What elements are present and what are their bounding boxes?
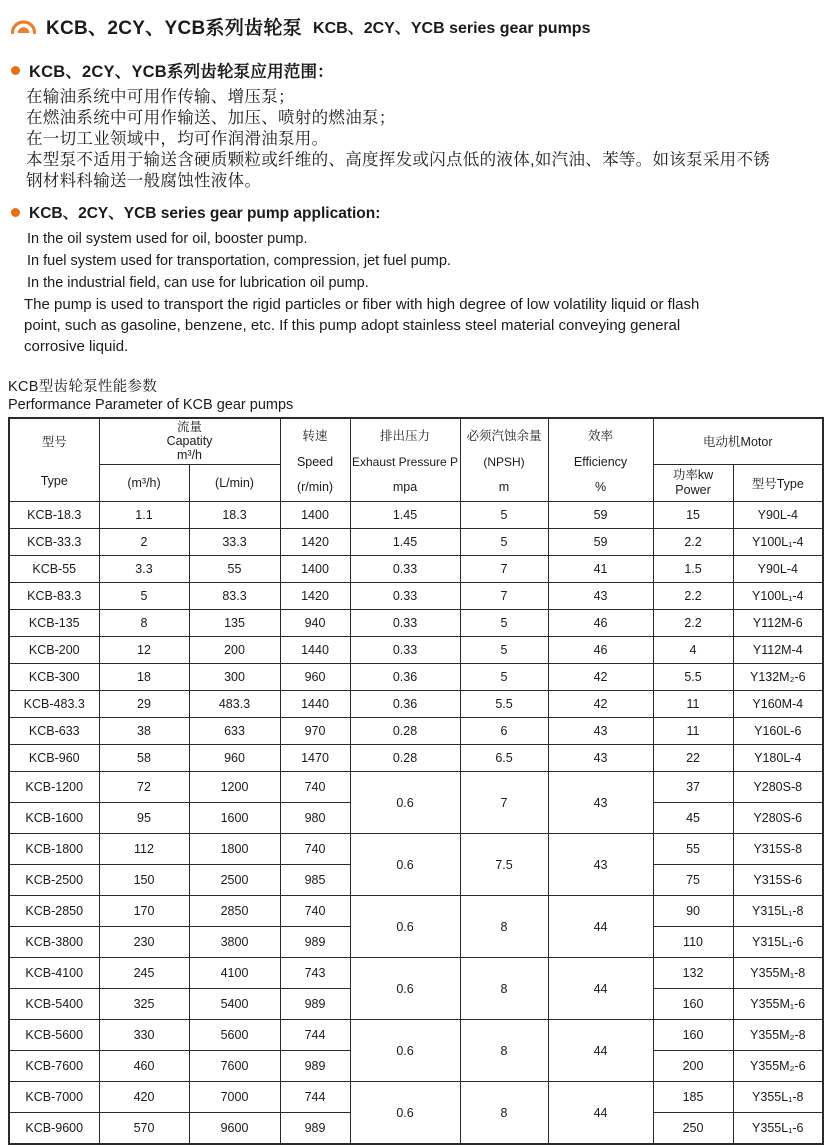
npsh: 8 xyxy=(460,958,548,1020)
page-title-row xyxy=(8,13,822,40)
motor-type: Y90L-4 xyxy=(733,556,823,583)
npsh: 5 xyxy=(460,529,548,556)
speed: 1420 xyxy=(280,583,350,610)
capacity-m3h: 29 xyxy=(99,691,189,718)
text-line: In the oil system used for oil, booster pump. xyxy=(27,231,308,247)
capacity-lmin: 5400 xyxy=(189,989,280,1020)
efficiency: 42 xyxy=(548,664,653,691)
efficiency: 59 xyxy=(548,529,653,556)
pump-type: KCB-1200 xyxy=(9,772,99,803)
motor-power: 15 xyxy=(653,502,733,529)
capacity-m3h: 245 xyxy=(99,958,189,989)
col-header-npsh xyxy=(460,418,548,502)
speed: 960 xyxy=(280,664,350,691)
motor-power: 22 xyxy=(653,745,733,772)
motor-power: 110 xyxy=(653,927,733,958)
pump-type: KCB-5400 xyxy=(9,989,99,1020)
npsh: 6.5 xyxy=(460,745,548,772)
text-line: 钢材料科输送一般腐蚀性液体。 xyxy=(26,172,262,190)
table-caption-en: Performance Parameter of KCB gear pumps xyxy=(8,397,294,413)
text-line: 在一切工业领域中，均可作润滑油泵用。 xyxy=(26,130,329,148)
speed: 980 xyxy=(280,803,350,834)
capacity-lmin: 1600 xyxy=(189,803,280,834)
capacity-lmin: 960 xyxy=(189,745,280,772)
col-header-capacity xyxy=(99,418,280,464)
motor-power: 250 xyxy=(653,1113,733,1145)
text-line: In fuel system used for transportation, compression, jet fuel pump. xyxy=(27,253,451,269)
performance-table xyxy=(8,417,824,1145)
exhaust-pressure: 0.33 xyxy=(350,610,460,637)
col-header-npsh-en: (NPSH) xyxy=(483,454,525,469)
efficiency: 42 xyxy=(548,691,653,718)
capacity-lmin: 5600 xyxy=(189,1020,280,1051)
motor-power: 1.5 xyxy=(653,556,733,583)
npsh: 5 xyxy=(460,502,548,529)
pump-arc-logo-icon xyxy=(10,17,37,36)
motor-type: Y112M-6 xyxy=(733,610,823,637)
motor-type: Y355L₁-8 xyxy=(733,1082,823,1113)
speed: 989 xyxy=(280,1113,350,1145)
col-header-capacity-unit: m³/h xyxy=(177,448,202,463)
npsh: 5.5 xyxy=(460,691,548,718)
efficiency: 44 xyxy=(548,896,653,958)
capacity-m3h: 112 xyxy=(99,834,189,865)
table-row xyxy=(9,664,823,691)
npsh: 7 xyxy=(460,556,548,583)
capacity-m3h: 460 xyxy=(99,1051,189,1082)
pump-type: KCB-960 xyxy=(9,745,99,772)
exhaust-pressure: 0.33 xyxy=(350,583,460,610)
capacity-lmin: 1200 xyxy=(189,772,280,803)
text-line: In the industrial field, can use for lubrication oil pump. xyxy=(27,275,369,291)
pump-type: KCB-633 xyxy=(9,718,99,745)
capacity-m3h: 5 xyxy=(99,583,189,610)
motor-type: Y100L₁-4 xyxy=(733,583,823,610)
section-heading-en xyxy=(8,201,822,223)
npsh: 8 xyxy=(460,1020,548,1082)
motor-power: 75 xyxy=(653,865,733,896)
table-row xyxy=(9,772,823,803)
col-header-m3h xyxy=(99,464,189,501)
table-row xyxy=(9,502,823,529)
section-en-body xyxy=(8,228,822,357)
speed: 743 xyxy=(280,958,350,989)
capacity-m3h: 18 xyxy=(99,664,189,691)
exhaust-pressure: 0.28 xyxy=(350,745,460,772)
motor-power: 2.2 xyxy=(653,529,733,556)
text-line: 在输油系统中可用作传输、增压泵； xyxy=(26,88,295,106)
npsh: 8 xyxy=(460,896,548,958)
header-row xyxy=(9,418,823,464)
exhaust-pressure: 0.6 xyxy=(350,1020,460,1082)
col-header-pressure xyxy=(350,418,460,502)
capacity-lmin: 83.3 xyxy=(189,583,280,610)
col-header-power-en: Power xyxy=(675,482,711,497)
exhaust-pressure: 0.28 xyxy=(350,718,460,745)
table-row xyxy=(9,556,823,583)
motor-type: Y315L₁-8 xyxy=(733,896,823,927)
motor-type: Y355M₁-8 xyxy=(733,958,823,989)
pump-type: KCB-7000 xyxy=(9,1082,99,1113)
speed: 985 xyxy=(280,865,350,896)
speed: 1400 xyxy=(280,502,350,529)
speed: 989 xyxy=(280,927,350,958)
motor-type: Y90L-4 xyxy=(733,502,823,529)
capacity-lmin: 18.3 xyxy=(189,502,280,529)
capacity-lmin: 200 xyxy=(189,637,280,664)
col-header-m3h-label: (m³/h) xyxy=(127,475,161,490)
col-header-pressure-en: Exhaust Pressure P xyxy=(351,454,459,469)
section-heading-cn-text: KCB、2CY、YCB系列齿轮泵应用范围： xyxy=(29,63,334,81)
pump-type: KCB-200 xyxy=(9,637,99,664)
speed: 1440 xyxy=(280,691,350,718)
efficiency: 43 xyxy=(548,583,653,610)
col-header-npsh-unit: m xyxy=(498,480,510,495)
section-cn-body xyxy=(8,87,822,192)
table-row xyxy=(9,834,823,865)
col-header-type-en: Type xyxy=(40,474,68,488)
col-header-speed xyxy=(280,418,350,502)
efficiency: 43 xyxy=(548,718,653,745)
exhaust-pressure: 0.6 xyxy=(350,1082,460,1145)
capacity-lmin: 7600 xyxy=(189,1051,280,1082)
exhaust-pressure: 0.36 xyxy=(350,664,460,691)
motor-type: Y280S-8 xyxy=(733,772,823,803)
table-row xyxy=(9,583,823,610)
capacity-m3h: 95 xyxy=(99,803,189,834)
capacity-lmin: 483.3 xyxy=(189,691,280,718)
exhaust-pressure: 0.6 xyxy=(350,834,460,896)
motor-power: 37 xyxy=(653,772,733,803)
col-header-lmin xyxy=(189,464,280,501)
col-header-efficiency-en: Efficiency xyxy=(573,454,628,469)
motor-type: Y160M-4 xyxy=(733,691,823,718)
col-header-motor xyxy=(653,418,823,464)
capacity-m3h: 2 xyxy=(99,529,189,556)
col-header-npsh-cn: 必须汽蚀余量 xyxy=(466,428,542,443)
pump-type: KCB-83.3 xyxy=(9,583,99,610)
npsh: 8 xyxy=(460,1082,548,1145)
col-header-motor-type xyxy=(733,464,823,501)
capacity-m3h: 150 xyxy=(99,865,189,896)
motor-power: 2.2 xyxy=(653,583,733,610)
pump-type: KCB-2500 xyxy=(9,865,99,896)
motor-type: Y100L₁-4 xyxy=(733,529,823,556)
text-line: 本型泵不适用于输送含硬质颗粒或纤维的、高度挥发或闪点低的液体,如汽油、苯等。如该泵采用不锈 xyxy=(26,151,771,169)
motor-type: Y355M₂-6 xyxy=(733,1051,823,1082)
speed: 940 xyxy=(280,610,350,637)
capacity-m3h: 58 xyxy=(99,745,189,772)
motor-power: 90 xyxy=(653,896,733,927)
motor-power: 185 xyxy=(653,1082,733,1113)
capacity-m3h: 325 xyxy=(99,989,189,1020)
pump-type: KCB-18.3 xyxy=(9,502,99,529)
col-header-motor-type-label: 型号Type xyxy=(751,476,804,491)
pump-type: KCB-135 xyxy=(9,610,99,637)
motor-type: Y315S-8 xyxy=(733,834,823,865)
col-header-type xyxy=(9,418,99,502)
efficiency: 46 xyxy=(548,637,653,664)
exhaust-pressure: 0.6 xyxy=(350,896,460,958)
motor-power: 160 xyxy=(653,989,733,1020)
npsh: 5 xyxy=(460,610,548,637)
motor-power: 132 xyxy=(653,958,733,989)
table-row xyxy=(9,610,823,637)
table-row xyxy=(9,958,823,989)
table-row xyxy=(9,718,823,745)
pump-type: KCB-1600 xyxy=(9,803,99,834)
title-chinese: KCB、2CY、YCB系列齿轮泵 xyxy=(46,18,303,39)
text-line: 在燃油系统中可用作输送、加压、喷射的燃油泵； xyxy=(26,109,396,127)
col-header-lmin-label: (L/min) xyxy=(215,475,254,490)
speed: 744 xyxy=(280,1020,350,1051)
exhaust-pressure: 0.33 xyxy=(350,637,460,664)
col-header-type-cn: 型号 xyxy=(41,435,67,449)
efficiency: 43 xyxy=(548,745,653,772)
motor-type: Y355M₂-8 xyxy=(733,1020,823,1051)
npsh: 7 xyxy=(460,772,548,834)
col-header-efficiency-cn: 效率 xyxy=(588,428,614,443)
pump-type: KCB-483.3 xyxy=(9,691,99,718)
col-header-motor-label: 电动机Motor xyxy=(703,435,773,450)
efficiency: 43 xyxy=(548,834,653,896)
motor-power: 160 xyxy=(653,1020,733,1051)
motor-power: 2.2 xyxy=(653,610,733,637)
speed: 740 xyxy=(280,772,350,803)
motor-type: Y315L₁-6 xyxy=(733,927,823,958)
exhaust-pressure: 0.33 xyxy=(350,556,460,583)
capacity-m3h: 38 xyxy=(99,718,189,745)
text-line: corrosive liquid. xyxy=(24,338,129,355)
capacity-lmin: 3800 xyxy=(189,927,280,958)
speed: 744 xyxy=(280,1082,350,1113)
npsh: 7.5 xyxy=(460,834,548,896)
motor-power: 55 xyxy=(653,834,733,865)
efficiency: 44 xyxy=(548,1020,653,1082)
efficiency: 46 xyxy=(548,610,653,637)
table-caption-cn: KCB型齿轮泵性能参数 xyxy=(8,379,158,395)
speed: 1420 xyxy=(280,529,350,556)
exhaust-pressure: 0.6 xyxy=(350,772,460,834)
table-row xyxy=(9,1082,823,1113)
npsh: 5 xyxy=(460,637,548,664)
exhaust-pressure: 0.36 xyxy=(350,691,460,718)
pump-type: KCB-300 xyxy=(9,664,99,691)
capacity-lmin: 2850 xyxy=(189,896,280,927)
capacity-lmin: 300 xyxy=(189,664,280,691)
capacity-m3h: 12 xyxy=(99,637,189,664)
bullet-icon xyxy=(11,208,20,217)
section-heading-en-text: KCB、2CY、YCB series gear pump application: xyxy=(29,205,381,222)
efficiency: 44 xyxy=(548,958,653,1020)
col-header-capacity-en: Capatity xyxy=(166,434,213,449)
exhaust-pressure: 1.45 xyxy=(350,529,460,556)
capacity-lmin: 1800 xyxy=(189,834,280,865)
speed: 1400 xyxy=(280,556,350,583)
text-line: point, such as gasoline, benzene, etc. If this pump adopt stainless steel material conveying general xyxy=(24,317,681,334)
capacity-m3h: 72 xyxy=(99,772,189,803)
motor-type: Y355L₁-6 xyxy=(733,1113,823,1145)
motor-power: 45 xyxy=(653,803,733,834)
motor-type: Y132M₂-6 xyxy=(733,664,823,691)
table-row xyxy=(9,691,823,718)
motor-power: 4 xyxy=(653,637,733,664)
speed: 970 xyxy=(280,718,350,745)
bullet-icon xyxy=(11,66,20,75)
col-header-power-cn: 功率kw xyxy=(672,467,714,482)
capacity-lmin: 7000 xyxy=(189,1082,280,1113)
efficiency: 59 xyxy=(548,502,653,529)
capacity-m3h: 3.3 xyxy=(99,556,189,583)
table-row xyxy=(9,637,823,664)
motor-type: Y315S-6 xyxy=(733,865,823,896)
col-header-capacity-cn: 流量 xyxy=(177,420,203,435)
exhaust-pressure: 0.6 xyxy=(350,958,460,1020)
speed: 989 xyxy=(280,1051,350,1082)
capacity-lmin: 2500 xyxy=(189,865,280,896)
table-row xyxy=(9,896,823,927)
capacity-lmin: 33.3 xyxy=(189,529,280,556)
motor-type: Y280S-6 xyxy=(733,803,823,834)
performance-table-header xyxy=(9,418,823,502)
pump-type: KCB-2850 xyxy=(9,896,99,927)
speed: 1470 xyxy=(280,745,350,772)
title-english: KCB、2CY、YCB series gear pumps xyxy=(313,20,591,37)
col-header-pressure-unit: mpa xyxy=(392,480,418,495)
capacity-m3h: 420 xyxy=(99,1082,189,1113)
performance-table-body xyxy=(9,502,823,1145)
capacity-lmin: 9600 xyxy=(189,1113,280,1145)
pump-type: KCB-4100 xyxy=(9,958,99,989)
motor-power: 11 xyxy=(653,718,733,745)
table-row xyxy=(9,1020,823,1051)
capacity-m3h: 8 xyxy=(99,610,189,637)
table-row xyxy=(9,745,823,772)
capacity-m3h: 570 xyxy=(99,1113,189,1145)
speed: 740 xyxy=(280,896,350,927)
motor-power: 11 xyxy=(653,691,733,718)
col-header-speed-cn: 转速 xyxy=(302,428,328,443)
efficiency: 41 xyxy=(548,556,653,583)
col-header-speed-en: Speed xyxy=(296,454,334,469)
pump-type: KCB-1800 xyxy=(9,834,99,865)
speed: 989 xyxy=(280,989,350,1020)
capacity-lmin: 4100 xyxy=(189,958,280,989)
npsh: 6 xyxy=(460,718,548,745)
col-header-pressure-cn: 排出压力 xyxy=(380,428,431,443)
exhaust-pressure: 1.45 xyxy=(350,502,460,529)
motor-type: Y160L-6 xyxy=(733,718,823,745)
motor-power: 5.5 xyxy=(653,664,733,691)
table-row xyxy=(9,529,823,556)
npsh: 7 xyxy=(460,583,548,610)
capacity-m3h: 330 xyxy=(99,1020,189,1051)
capacity-lmin: 633 xyxy=(189,718,280,745)
capacity-m3h: 1.1 xyxy=(99,502,189,529)
pump-type: KCB-7600 xyxy=(9,1051,99,1082)
pump-type: KCB-3800 xyxy=(9,927,99,958)
capacity-lmin: 135 xyxy=(189,610,280,637)
capacity-m3h: 230 xyxy=(99,927,189,958)
npsh: 5 xyxy=(460,664,548,691)
motor-power: 200 xyxy=(653,1051,733,1082)
capacity-m3h: 170 xyxy=(99,896,189,927)
efficiency: 44 xyxy=(548,1082,653,1145)
efficiency: 43 xyxy=(548,772,653,834)
capacity-lmin: 55 xyxy=(189,556,280,583)
speed: 1440 xyxy=(280,637,350,664)
speed: 740 xyxy=(280,834,350,865)
pump-type: KCB-5600 xyxy=(9,1020,99,1051)
col-header-speed-unit: (r/min) xyxy=(296,480,334,495)
col-header-power xyxy=(653,464,733,501)
motor-type: Y112M-4 xyxy=(733,637,823,664)
section-heading-cn xyxy=(8,58,822,82)
motor-type: Y355M₁-6 xyxy=(733,989,823,1020)
pump-type: KCB-33.3 xyxy=(9,529,99,556)
pump-type: KCB-55 xyxy=(9,556,99,583)
text-line: The pump is used to transport the rigid particles or fiber with high degree of low volatility liquid or flash xyxy=(24,296,700,313)
col-header-efficiency-unit: % xyxy=(594,480,607,495)
col-header-efficiency xyxy=(548,418,653,502)
pump-type: KCB-9600 xyxy=(9,1113,99,1145)
motor-type: Y180L-4 xyxy=(733,745,823,772)
